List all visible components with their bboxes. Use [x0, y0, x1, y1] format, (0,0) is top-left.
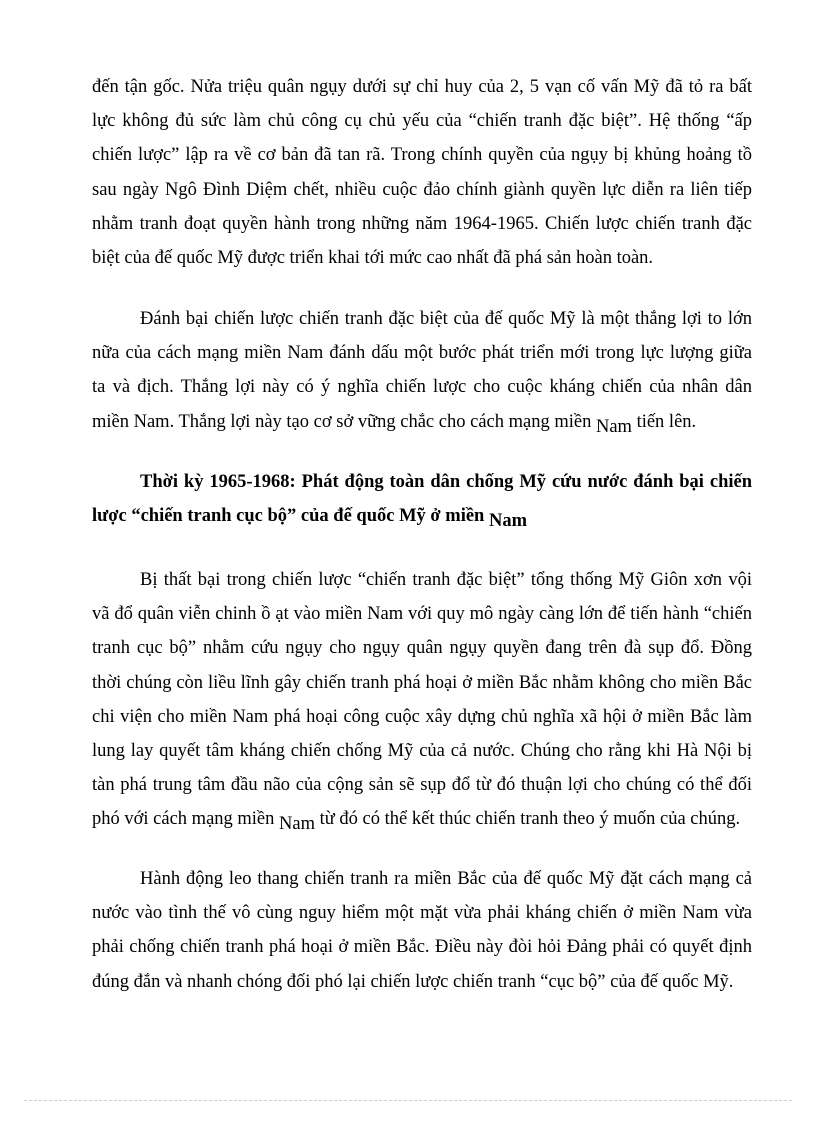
- nam-word: Nam: [279, 814, 315, 835]
- text-line-content: phó với cách mạng miền: [92, 809, 280, 830]
- text-line: lực không đủ sức làm chủ công cụ chủ yếu của “chiến tranh đặc biệt”. Hệ thống “ấp: [92, 111, 752, 132]
- heading-line: [92, 499, 752, 533]
- text-line: đúng đắn và nhanh chóng đối phó lại chiến lược chiến tranh “cục bộ” của đế quốc Mỹ.: [92, 971, 734, 992]
- text-line: [92, 862, 752, 896]
- nam-word: Nam: [595, 416, 632, 437]
- nam-word: Nam: [488, 511, 527, 532]
- text-line: ta và địch. Thắng lợi này có ý nghĩa chiến lược cho cuộc kháng chiến của nhân dân: [92, 377, 752, 398]
- section-heading: [92, 465, 752, 533]
- page-bottom-rule: [24, 1100, 792, 1101]
- text-line: thời chúng còn liều lĩnh gây chiến tranh phá hoại ở miền Bắc nhằm không cho miền Bắc: [92, 672, 752, 693]
- text-line: [92, 405, 752, 439]
- text-line: tranh cục bộ” nhằm cứu ngụy cho ngụy quân ngụy quyền đang trên đà sụp đổ. Đồng: [92, 638, 752, 659]
- text-line-content: Đánh bại chiến lược chiến tranh đặc biệt của đế quốc Mỹ là một thắng lợi to lớn: [140, 309, 752, 329]
- paragraph-2: [92, 302, 752, 439]
- paragraph-1: [92, 70, 752, 275]
- heading-line: [92, 465, 752, 499]
- text-line-content: Hành động leo thang chiến tranh ra miền Bắc của đế quốc Mỹ đặt cách mạng cả: [140, 869, 752, 889]
- text-line: biệt của đế quốc Mỹ được triển khai tới mức cao nhất đã phá sản hoàn toàn.: [92, 248, 654, 269]
- text-line: nữa của cách mạng miền Nam đánh dấu một bước phát triển mới trong lực lượng giữa: [92, 343, 752, 364]
- heading-line-content: Thời kỳ 1965-1968: Phát động toàn dân chống Mỹ cứu nước đánh bại chiến: [140, 472, 752, 492]
- text-line-content: Bị thất bại trong chiến lược “chiến tranh đặc biệt” tổng thống Mỹ Giôn xơn vội: [140, 570, 752, 590]
- text-line: [92, 802, 752, 836]
- paragraph-3: [92, 563, 752, 837]
- text-line: chi viện cho miền Nam phá hoại công cuộc xây dựng chủ nghĩa xã hội ở miền Bắc làm: [92, 706, 752, 727]
- text-line-content: miền Nam. Thắng lợi này tạo cơ sở vững chắc cho cách mạng miền: [92, 411, 596, 432]
- text-line: vã đổ quân viễn chinh ồ ạt vào miền Nam với quy mô ngày càng lớn để tiến hành “chiến: [92, 604, 752, 625]
- paragraph-4: [92, 862, 752, 999]
- heading-line-content: lược “chiến tranh cục bộ” của đế quốc Mỹ ở miền: [92, 506, 489, 527]
- text-line: tàn phá trung tâm đầu não của cộng sản sẽ sụp đổ từ đó thuận lợi cho chúng có thể đối: [92, 775, 752, 796]
- text-line: nước vào tình thế vô cùng nguy hiểm một mặt vừa phải kháng chiến ở miền Nam vừa: [92, 903, 752, 924]
- text-line: nhằm tranh đoạt quyền hành trong những năm 1964-1965. Chiến lược chiến tranh đặc: [92, 213, 752, 234]
- text-line: [92, 563, 752, 597]
- text-line: lung lay quyết tâm kháng chiến chống Mỹ của cả nước. Chúng cho rằng khi Hà Nội bị: [92, 741, 752, 762]
- text-line-tail: từ đó có thể kết thúc chiến tranh theo ý muốn của chúng.: [315, 809, 741, 830]
- text-line: phải chống chiến tranh phá hoại ở miền Bắc. Điều này đòi hỏi Đảng phải có quyết định: [92, 937, 752, 958]
- text-line: [92, 302, 752, 336]
- text-line: chiến lược” lập ra về cơ bản đã tan rã. Trong chính quyền của ngụy bị khủng hoảng tồ: [92, 145, 752, 166]
- text-line: đến tận gốc. Nửa triệu quân ngụy dưới sự chỉ huy của 2, 5 vạn cố vấn Mỹ đã tỏ ra bất: [92, 77, 752, 97]
- text-line-tail: tiến lên.: [631, 411, 697, 432]
- text-line: sau ngày Ngô Đình Diệm chết, nhiều cuộc đảo chính giành quyền lực diễn ra liên tiếp: [92, 179, 752, 200]
